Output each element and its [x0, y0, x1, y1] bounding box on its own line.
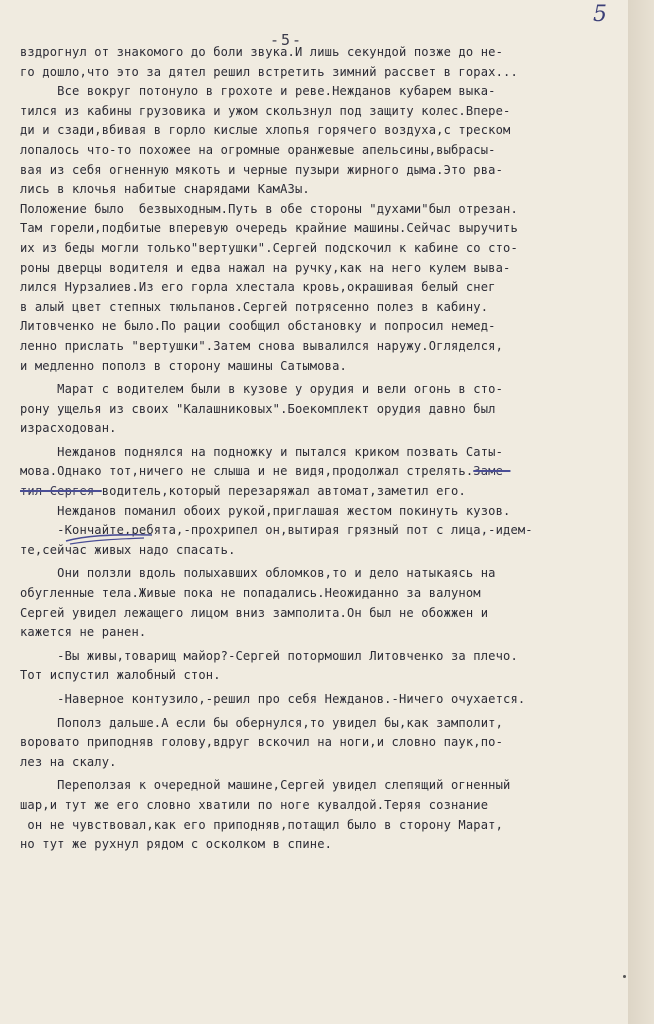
text-line: Тот испустил жалобный стон.: [20, 668, 221, 683]
text-line: тил Сергея водитель,который перезаряжал автомат,заметил его.: [20, 484, 466, 499]
text-line: он не чувствовал,как его приподняв,потащил было в сторону Марат,: [20, 817, 504, 832]
scan-margin: [628, 0, 654, 1024]
text-line: -Вы живы,товарищ майор?-Сергей потормошил Литовченко за плечо.: [20, 648, 518, 663]
text-line: лез на скалу.: [20, 754, 117, 769]
text-line: Марат с водителем были в кузове у орудия и вели огонь в сто-: [20, 382, 504, 397]
text-line: лился Нурзалиев.Из его горла хлестала кровь,окрашивая белый снег: [20, 280, 496, 295]
text-line: лопалось что-то похожее на огромные оранжевые апельсины,выбрасы-: [20, 142, 496, 157]
text-line: их из беды могли только"вертушки".Сергей подскочил к кабине со сто-: [20, 240, 518, 255]
text-line: Там горели,подбитые вперевую очередь крайние машины.Сейчас выручить: [20, 221, 518, 236]
text-line: Переползая к очередной машине,Сергей увидел слепящий огненный: [20, 778, 511, 793]
struck-out-text: Заме-: [473, 464, 511, 479]
handwritten-page-number: 5: [593, 2, 607, 27]
text-line: в алый цвет степных тюльпанов.Сергей потрясенно полез в кабину.: [20, 299, 489, 314]
text-line: Они ползли вдоль полыхавших обломков,то и дело натыкаясь на: [20, 566, 496, 581]
text-line: Нежданов поманил обоих рукой,приглашая жестом покинуть кузов.: [20, 503, 511, 518]
body-text: [20, 43, 635, 855]
text-line: и медленно пополз в сторону машины Сатымова.: [20, 358, 347, 373]
text-line: вздрогнул от знакомого до боли звука.И лишь секундой позже до не-: [20, 45, 504, 59]
text-line: Положение было безвыходным.Путь в обе стороны "духами"был отрезан.: [20, 201, 518, 216]
struck-out-text: тил Сергея: [20, 484, 102, 499]
text-line: мова.Однако тот,ничего не слыша и не видя,продолжал стрелять.Заме-: [20, 464, 511, 479]
text-line: вороватo приподняв голову,вдруг вскочил на ноги,и словно паук,по-: [20, 735, 504, 750]
text-line: -Наверное контузило,-решил про себя Нежданов.-Ничего очухается.: [20, 692, 526, 706]
text-line: Пополз дальше.А если бы обернулся,то увидел бы,как замполит,: [20, 715, 504, 730]
text-line: кажется не ранен.: [20, 625, 147, 640]
ink-dot: [623, 975, 626, 978]
text-line: шар,и тут же его словно хватили по ноге кувалдой.Теряя сознание: [20, 797, 489, 812]
text-line: роны дверцы водителя и едва нажал на ручку,как на него кулем выва-: [20, 260, 511, 275]
text-line: лись в клочья набитые снарядами КамАЗы.: [20, 182, 310, 197]
pen-correction-mark: [64, 532, 154, 546]
text-line: вая из себя огненную мякоть и черные пузыри жирного дыма.Это рва-: [20, 162, 504, 177]
text-line: Все вокруг потонуло в грохоте и реве.Нежданов кубарем выка-: [20, 84, 496, 99]
text-line: те,сейчас живых надо спасать.: [20, 542, 236, 557]
text-line: го дошло,что это за дятел решил встретить зимний рассвет в горах...: [20, 64, 518, 79]
text-line: Нежданов поднялся на подножку и пытался криком позвать Саты-: [20, 444, 504, 459]
text-line: -Кончайте,ребята,-прохрипел он,вытирая грязный пот с лица,-идем-: [20, 523, 533, 538]
text-line: тился из кабины грузовика и ужом скользнул под защиту колес.Впере-: [20, 103, 511, 118]
text-line: рону ущелья из своих "Калашниковых".Боекомплект орудия давно был: [20, 401, 496, 416]
text-line: ди и сзади,вбивая в горло кислые хлопья горячего воздуха,с треском: [20, 123, 511, 138]
text-line: обугленные тела.Живые пока не попадались.Неожиданно за валуном: [20, 586, 481, 601]
text-line: израсходован.: [20, 421, 117, 436]
text-line: ленно прислать "вертушки".Затем снова вывалился наружу.Огляделся,: [20, 338, 504, 353]
text-line: Литовченко не было.По рации сообщил обстановку и попросил немед-: [20, 319, 496, 334]
text-line: Сергей увидел лежащего лицом вниз замполита.Он был не обожжен и: [20, 605, 489, 620]
page-number: -5-: [270, 31, 304, 49]
text-line: но тут же рухнул рядом с осколком в спине.: [20, 837, 333, 852]
